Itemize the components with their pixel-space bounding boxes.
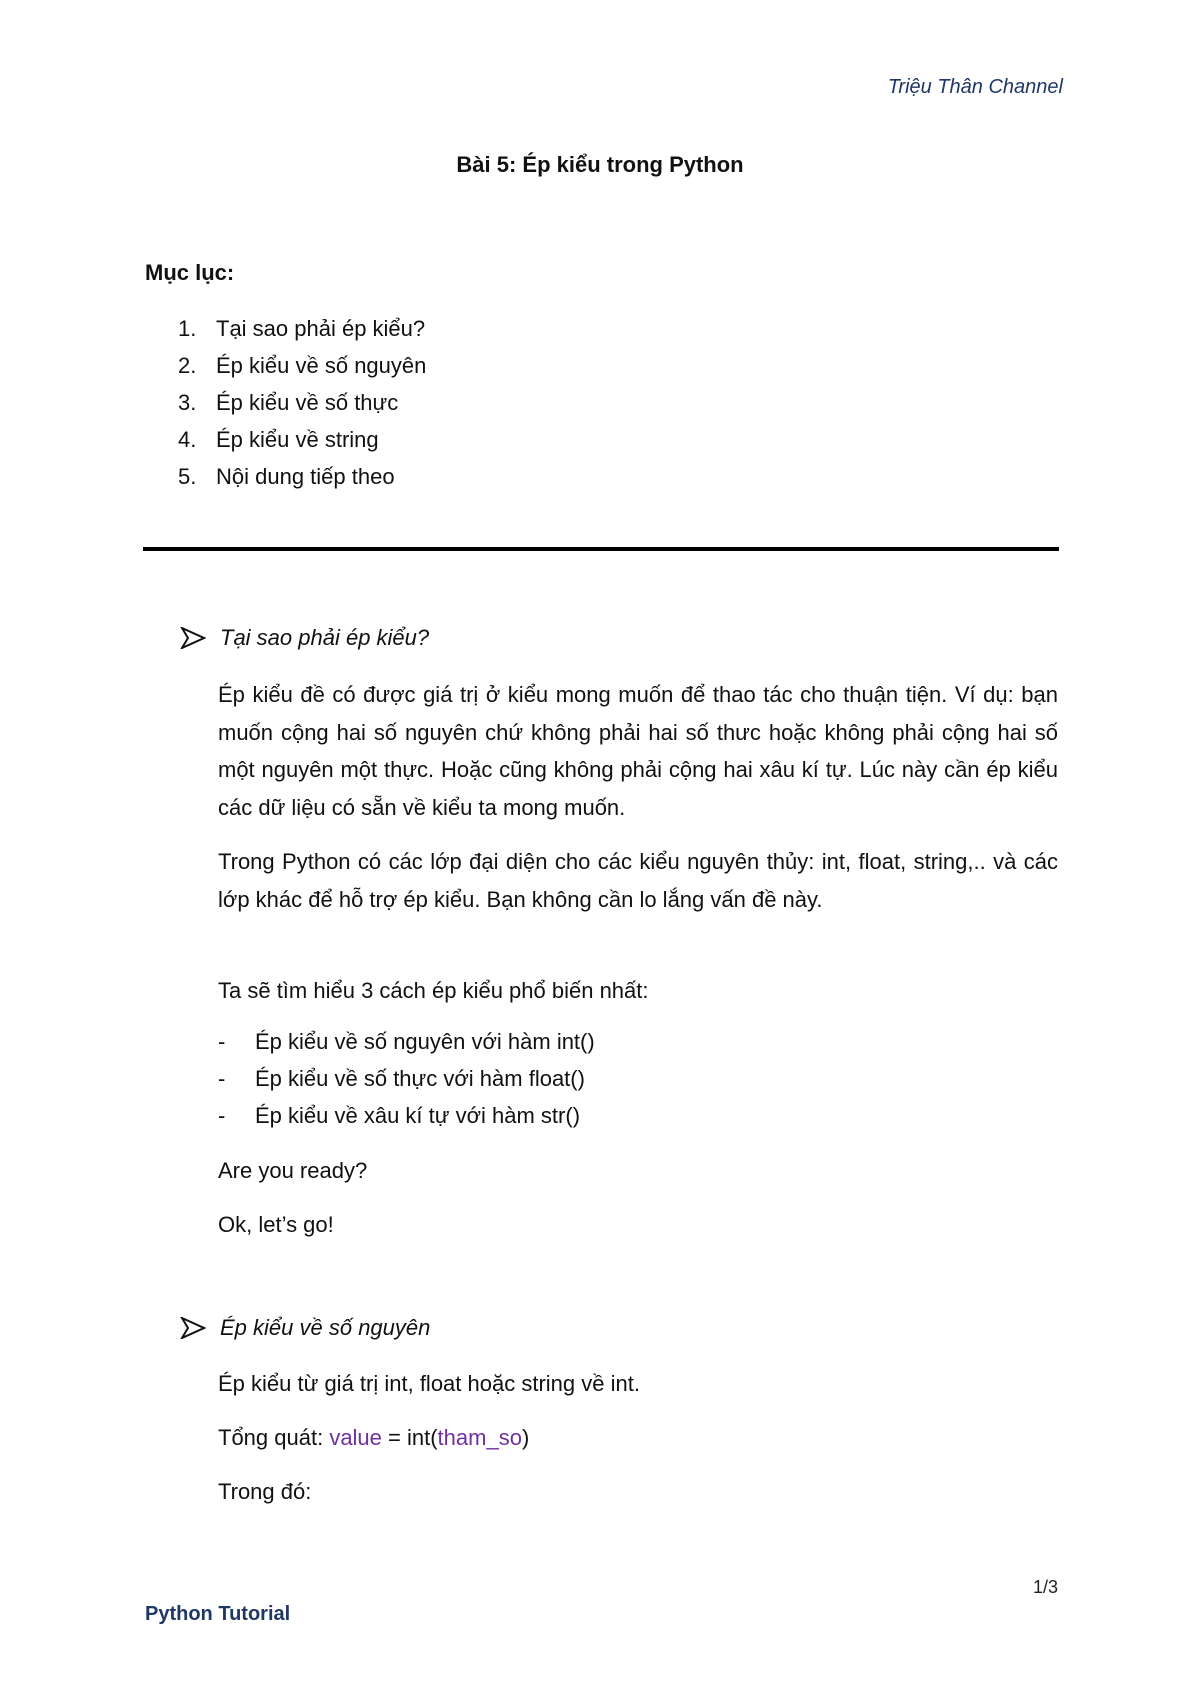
toc-item [178, 458, 426, 495]
paragraph-ready: Are you ready? [218, 1158, 368, 1183]
toc-item [178, 384, 426, 421]
section-heading-why [180, 625, 429, 651]
toc-item-text: Ép kiểu về string [216, 427, 379, 452]
header-channel: Triệu Thân Channel [887, 76, 1063, 98]
paragraph-where: Trong đó: [218, 1479, 312, 1504]
toc-item-number: 1. [178, 316, 197, 341]
paragraph-int-1: Ép kiểu từ giá trị int, float hoặc string về int. [218, 1371, 640, 1396]
syntax-close: ) [521, 1425, 530, 1450]
list-item [218, 1060, 595, 1097]
list-item [218, 1097, 595, 1134]
arrowhead-bullet-icon [180, 1317, 206, 1339]
section-heading-text: Tại sao phải ép kiểu? [220, 625, 430, 650]
paragraph-why-3: Ta sẽ tìm hiểu 3 cách ép kiểu phổ biến nhất: [218, 978, 649, 1003]
toc-item-text: Tại sao phải ép kiểu? [216, 316, 426, 341]
horizontal-divider [143, 547, 1059, 551]
list-item-text: Ép kiểu về số thực với hàm float() [255, 1066, 585, 1091]
toc-item-text: Nội dung tiếp theo [216, 464, 395, 489]
list-dash: - [218, 1029, 226, 1054]
list-item-text: Ép kiểu về xâu kí tự với hàm str() [255, 1103, 581, 1128]
paragraph-why-1: Ép kiểu đề có được giá trị ở kiểu mong muốn để thao tác cho thuận tiện. Ví dụ: bạn muốn cộng hai số nguyên chứ không phải hai số thưc hoặc không phải cộng hai số một nguyên một thực. Hoặc cũng không phải cộng hai xâu kí tự. Lúc này cần ép kiểu các dữ liệu có sẵn về kiểu ta mong muốn. [218, 682, 1058, 820]
toc-list [178, 310, 426, 495]
syntax-call: = int( [381, 1425, 438, 1450]
toc-item [178, 310, 426, 347]
toc-item-number: 4. [178, 427, 197, 452]
page-title: Bài 5: Ép kiểu trong Python [456, 152, 744, 177]
toc-heading: Mục lục: [145, 260, 235, 285]
syntax-argument: tham_so [437, 1425, 522, 1450]
arrowhead-bullet-icon [180, 627, 206, 649]
paragraph-why-2: Trong Python có các lớp đại diện cho các kiểu nguyên thủy: int, float, string,.. và các lớp khác để hỗ trợ ép kiểu. Bạn không cần lo lắng vấn đề này. [218, 849, 1058, 912]
toc-item-text: Ép kiểu về số thực [216, 390, 399, 415]
toc-item-number: 2. [178, 353, 197, 378]
section-heading-text: Ép kiểu về số nguyên [220, 1315, 431, 1340]
toc-item [178, 421, 426, 458]
toc-item-number: 5. [178, 464, 197, 489]
toc-item [178, 347, 426, 384]
cast-methods-list [218, 1023, 595, 1134]
section-heading-int [180, 1315, 430, 1341]
general-syntax [218, 1419, 1058, 1457]
paragraph-go: Ok, let’s go! [218, 1212, 334, 1237]
list-dash: - [218, 1103, 226, 1128]
list-item [218, 1023, 595, 1060]
list-item-text: Ép kiểu về số nguyên với hàm int() [255, 1029, 595, 1054]
syntax-variable: value [329, 1425, 382, 1450]
list-dash: - [218, 1066, 226, 1091]
general-prefix: Tổng quát: [218, 1425, 330, 1450]
toc-item-number: 3. [178, 390, 197, 415]
toc-item-text: Ép kiểu về số nguyên [216, 353, 427, 378]
footer-label: Python Tutorial [145, 1603, 291, 1625]
page-number: 1/3 [1032, 1577, 1058, 1597]
